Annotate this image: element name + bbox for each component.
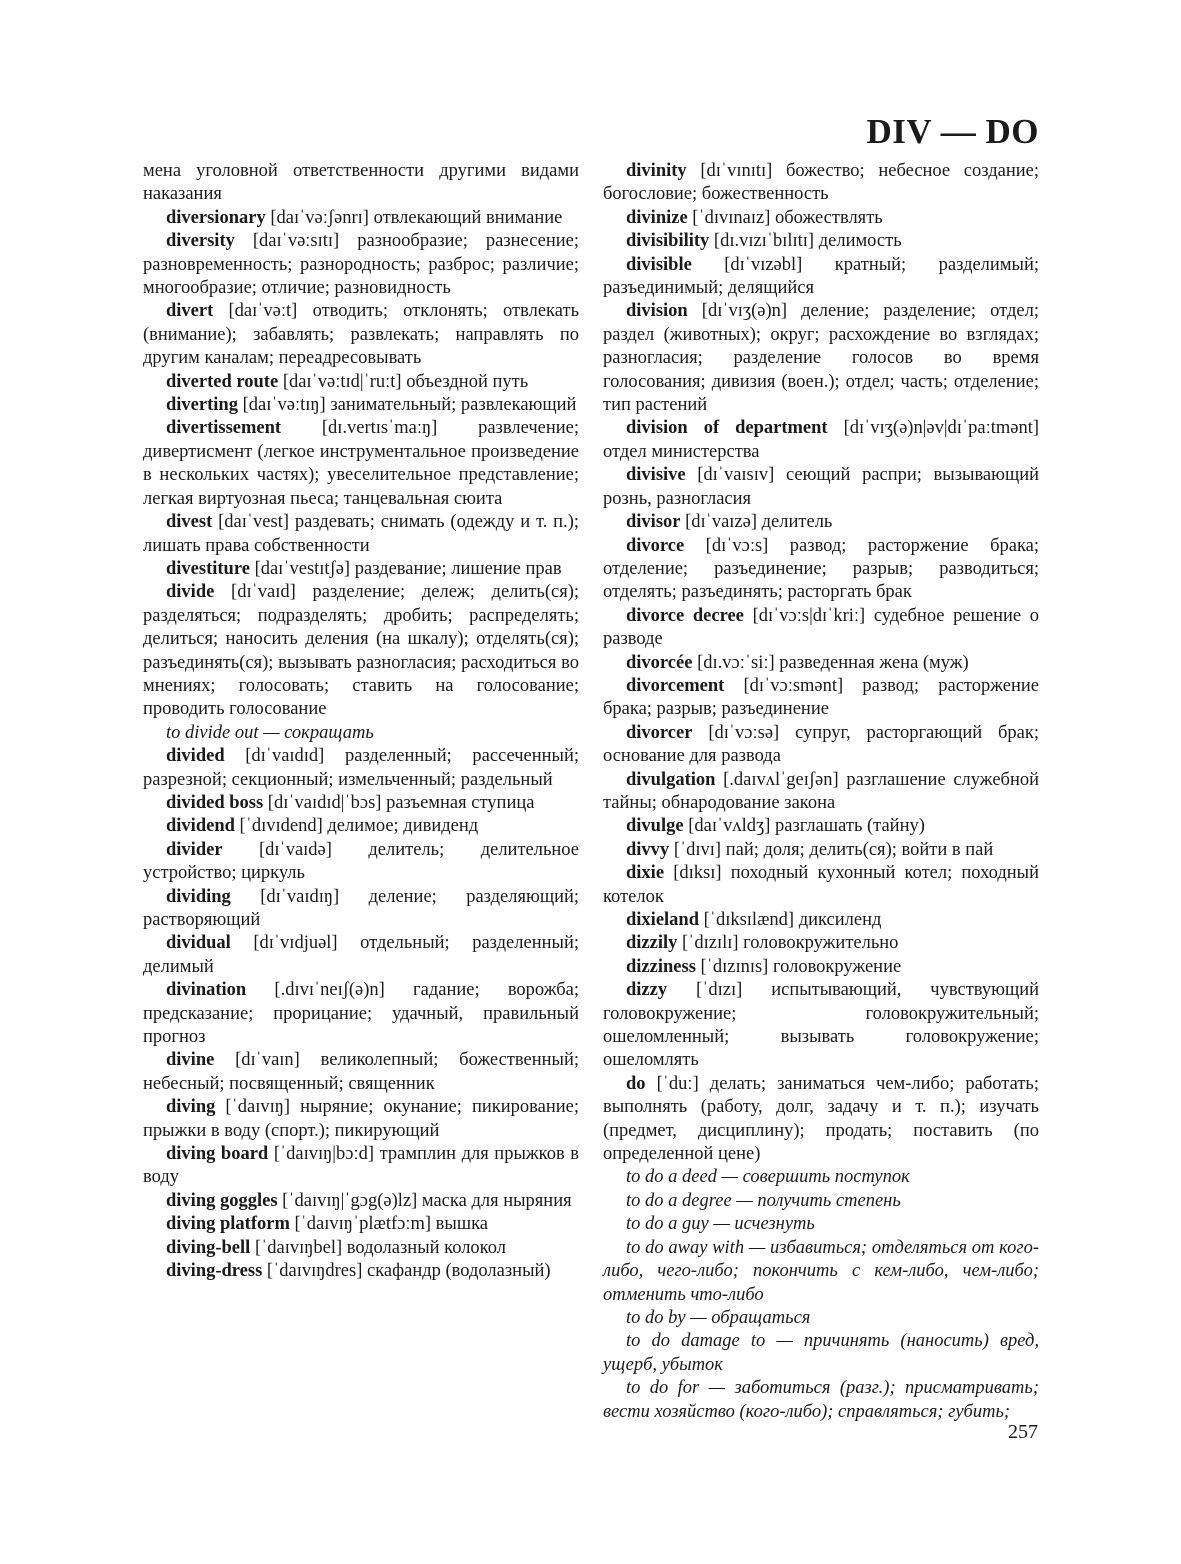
definition: божество; небесное создание; богословие; божественность [603,161,1040,205]
definition: водолазный колокол [346,1237,506,1258]
definition: трамплин для прыжков в воду [143,1144,580,1188]
transcription: [ˈdɪvɪnaɪz] [692,207,771,228]
definition: скафандр (водолазный) [367,1261,551,1282]
dictionary-entry [143,300,579,370]
transcription: [dɪˈvɔːsmənt] [743,675,844,696]
definition: сеющий распри; вызывающий рознь, разногласия [603,465,1040,509]
transcription: [dɪˈvaɪsɪv] [697,465,775,486]
headword: divorcer [626,722,693,743]
dictionary-entry [143,511,579,558]
example-phrase: to do a degree — получить степень [626,1190,901,1211]
dictionary-entry [143,839,579,886]
headword: divulgation [626,769,716,790]
headword: dixie [626,863,665,884]
transcription: [dɪˈvaɪd] [231,582,296,603]
dictionary-entry [603,207,1039,230]
transcription: [dɪ.vertɪsˈmaːŋ] [321,418,438,439]
headword: divest [166,512,213,533]
dictionary-entry [603,605,1039,652]
headword: divisible [626,254,692,275]
definition: разделенный; рассеченный; разрезной; секционный; измельченный; раздельный [143,746,580,790]
transcription: [ˈdaɪvɪŋbel] [254,1237,343,1258]
definition: делитель; делительное устройство; циркуль [143,839,579,884]
headword: dividend [166,816,235,837]
headword: divorcée [626,652,693,673]
page-header: DIV — DO [866,112,1039,151]
definition: вышка [435,1214,489,1235]
dictionary-entry [603,675,1039,722]
transcription: [dɪ.vɔːˈsiː] [697,652,775,673]
headword: diving [166,1097,216,1118]
transcription: [dɪˈvɪʒ(ə)n|əv|dɪˈpaːtmənt] [843,418,1039,439]
headword: diving-bell [166,1237,251,1258]
definition: развлечение; дивертисмент (легкое инструментальное произведение в нескольких частях); увеселительное представление; легкая виртуозная пьеса; танцевальная сюита [143,418,580,509]
transcription: [ˈdɪzɪlɪ] [682,933,739,954]
definition: головокружительно [743,933,899,954]
transcription: [ˈdɪvɪ] [673,839,722,860]
dictionary-entry [603,464,1039,511]
dictionary-entry [603,511,1039,534]
dictionary-entry [603,1330,1039,1377]
dictionary-entry [143,792,579,815]
headword: diving board [166,1144,269,1165]
definition: пай; доля; делить(ся); войти в пай [725,839,994,860]
dictionary-entry [603,1237,1039,1307]
headword: divine [166,1050,215,1071]
headword: diving-dress [166,1261,263,1282]
transcription: [ˈdɪksɪlænd] [703,910,795,930]
transcription: [dɪˈvaɪn] [235,1050,300,1071]
dictionary-entry [603,932,1039,955]
headword: divestiture [166,558,250,579]
dictionary-entry [143,1143,579,1190]
headword: divisive [626,465,686,486]
left-column [143,160,579,1284]
dictionary-entry [603,815,1039,838]
transcription: [daɪˈvəːtɪd|ˈruːt] [282,371,402,392]
example-phrase: to do away with — избавиться; отделяться от кого-либо, чего-либо; покончить с кем-либо, чем-либо; отменить что-либо [603,1237,1039,1305]
transcription: [ˈdaɪvɪŋdres] [266,1261,363,1282]
transcription: [dɪˈvɔːs] [705,535,769,556]
definition: делать; заниматься чем-либо; работать; выполнять (работу, долг, задачу и т. п.); изучать (предмет, дисциплину); продать; поставить (по определенной цене) [603,1073,1040,1165]
dictionary-entry [603,417,1039,464]
dictionary-entry [143,230,579,300]
transcription: [dɪˈvɔːsə] [708,722,780,743]
dictionary-entry [603,535,1039,605]
transcription: [daɪˈvʌldʒ] [688,816,771,837]
dictionary-entry [603,230,1039,253]
transcription: [daɪˈvəːt] [228,301,298,322]
definition: деление; разделение; отдел; раздел (животных); округ; расхождение во взглядах; разногласия; разделение голосов во время голосования; дивизия (воен.); отдел; часть; отделение; тип растений [603,301,1039,416]
transcription: [ˈdɪzɪ] [696,980,743,1001]
dictionary-entry [603,1377,1039,1424]
definition: делимость [818,231,902,252]
transcription: [ˈdaɪvɪŋ] [225,1097,291,1118]
dictionary-entry [143,371,579,394]
dictionary-entry [603,254,1039,301]
dictionary-entry [143,394,579,417]
definition: кратный; разделимый; разъединимый; делящийся [603,254,1039,299]
example-phrase: to do damage to — причинять (наносить) вред, ущерб, убыток [603,1331,1039,1375]
transcription: [.dɪvɪˈneɪʃ(ə)n] [274,980,385,1001]
transcription: [dɪˈvaɪzə] [685,512,758,533]
example-phrase: to divide out — сокращать [166,722,374,743]
transcription: [daɪˈvest] [218,512,290,533]
dictionary-entry [603,956,1039,979]
dictionary-entry [143,1049,579,1096]
headword: divisor [626,512,681,533]
headword: dizzy [626,980,668,1001]
dictionary-entry [603,160,1039,207]
definition: разглашать (тайну) [775,816,925,837]
headword: dizziness [626,956,696,977]
transcription: [ˈdɪzɪnɪs] [700,956,769,977]
definition: разведенная жена (муж) [779,652,969,673]
headword: divider [166,839,223,860]
definition: обожествлять [775,207,883,228]
dictionary-entry [603,1307,1039,1330]
definition: супруг, расторгающий брак; основание для развода [603,722,1040,767]
dictionary-entry [603,652,1039,675]
dictionary-entry [603,1073,1039,1167]
definition: раздевать; снимать (одежду и т. п.); лишать права собственности [143,512,580,556]
headword: divination [166,980,247,1001]
definition: диксиленд [798,910,882,930]
transcription: [dɪksɪ] [673,863,722,884]
dictionary-entry [143,932,579,979]
dictionary-entry [603,1190,1039,1213]
headword: divertissement [166,418,282,439]
headword: dizzily [626,933,678,954]
dictionary-entry [603,1213,1039,1236]
headword: divvy [626,839,670,860]
headword: divert [166,301,214,322]
definition: испытывающий, чувствующий головокружение; головокружительный; ошеломленный; вызывать головокружение; ошеломлять [603,980,1039,1071]
dictionary-entry [603,1166,1039,1189]
transcription: [ˈdɪvɪdend] [239,816,323,837]
dictionary-entry [603,909,1039,932]
example-phrase: to do for — заботиться (разг.); присматривать; вести хозяйство (кого-либо); справляться; губить; [603,1378,1039,1422]
headword: dixieland [626,910,699,930]
definition: делитель [761,512,833,533]
dictionary-entry [603,979,1039,1073]
transcription: [.daɪvʌlˈgeɪʃən] [723,769,839,790]
transcription: [dɪˈvɪʒ(ə)n] [701,301,788,322]
definition: объездной путь [406,371,529,392]
headword: divorce decree [626,605,744,626]
definition: отводить; отклонять; отвлекать (внимание); забавлять; развлекать; направлять по другим каналам; переадресовывать [143,301,580,369]
headword: divisibility [626,231,710,252]
example-phrase: to do a deed — совершить поступок [626,1167,910,1188]
headword: diverting [166,395,238,416]
headword: divided boss [166,792,264,813]
definition: делимое; дивиденд [327,816,479,837]
dictionary-entry [143,979,579,1049]
definition: разделение; дележ; делить(ся); разделяться; подразделять; дробить; распределять; делиться; наносить деления (на шкалу); отделять(ся); разъединять(ся); вызывать разногласия; расходиться во мнениях; голосовать; ставить на голосование; проводить голосование [143,582,580,720]
page-number: 257 [1008,1421,1038,1443]
dictionary-entry [143,1190,579,1213]
transcription: [ˈduː] [656,1073,699,1094]
transcription: [dɪˈvɪdjuəl] [253,933,338,954]
transcription: [ˈdaɪvɪŋ|bɔːd] [273,1144,374,1165]
headword: dividing [166,886,231,907]
transcription: [ˈdaɪvɪŋˈplætfɔːm] [294,1214,432,1235]
definition: отдел министерства [603,441,760,462]
headword: divided [166,746,225,767]
dictionary-entry [143,1213,579,1236]
definition: судебное решение о разводе [603,605,1040,650]
dictionary-entry [603,722,1039,769]
dictionary-entry [603,769,1039,816]
headword: division of department [626,418,828,439]
definition: походный кухонный котел; походный котелок [603,863,1039,907]
headword: divide [166,582,215,603]
headword: dividual [166,933,231,954]
definition: маска для ныряния [421,1190,572,1211]
right-column [603,160,1039,1424]
dictionary-entry [143,1237,579,1260]
transcription: [dɪˈvaɪdɪd|ˈbɔs] [267,792,382,813]
dictionary-entry [143,581,579,721]
transcription: [dɪˈvaɪdə] [258,839,332,860]
definition: занимательный; развлекающий [330,395,577,416]
dictionary-entry [603,300,1039,417]
definition: ныряние; окунание; пикирование; прыжки в воду (спорт.); пикирующий [143,1097,580,1141]
headword: divinity [626,161,687,181]
definition: развод; расторжение брака; отделение; разъединение; разрыв; разводиться; отделять; разъединять; расторгать брак [603,535,1040,603]
transcription: [dɪˈvaɪdɪd] [245,746,325,767]
definition: великолепный; божественный; небесный; посвященный; священник [143,1050,580,1094]
definition: разъемная ступица [386,792,535,813]
definition: отвлекающий внимание [373,207,563,228]
transcription: [ˈdaɪvɪŋ|ˈgɔg(ə)lz] [282,1190,418,1211]
dictionary-entry [143,722,579,745]
definition: мена уголовной ответственности другими видами наказания [143,161,579,205]
dictionary-entry [143,1260,579,1283]
dictionary-entry [143,1096,579,1143]
definition: разглашение служебной тайны; обнародование закона [603,769,1039,813]
definition: гадание; ворожба; предсказание; прорицание; удачный, правильный прогноз [143,980,580,1048]
example-phrase: to do a guy — исчезнуть [626,1214,815,1235]
headword: divulge [626,816,684,837]
dictionary-entry [143,558,579,581]
definition: головокружение [772,956,902,977]
dictionary-entry [143,160,579,207]
definition: развод; расторжение брака; разрыв; разъединение [603,675,1040,720]
headword: diving platform [166,1214,290,1235]
headword: diverted route [166,371,279,392]
transcription: [daɪˈvəːsɪtɪ] [252,231,340,252]
headword: diving goggles [166,1190,278,1211]
transcription: [dɪˈvaɪdɪŋ] [260,886,340,907]
headword: division [626,301,688,322]
example-phrase: to do by — обращаться [626,1307,811,1328]
transcription: [dɪˈvɪzəbl] [724,254,803,275]
dictionary-entry [143,886,579,933]
transcription: [daɪˈvəːʃənrɪ] [270,207,369,228]
headword: diversity [166,231,235,252]
transcription: [dɪˈvɔːs|dɪˈkriː] [752,605,866,626]
transcription: [dɪˈvɪnɪtɪ] [700,161,773,181]
headword: divorce [626,535,685,556]
headword: do [626,1073,646,1094]
headword: divinize [626,207,688,228]
dictionary-entry [603,839,1039,862]
dictionary-entry [603,862,1039,909]
dictionary-entry [143,745,579,792]
dictionary-entry [143,815,579,838]
dictionary-entry [143,417,579,511]
definition: отдельный; разделенный; делимый [143,933,579,977]
definition: деление; разделяющий; растворяющий [143,886,580,930]
definition: разнообразие; разнесение; разновременность; разнородность; разброс; различие; многообразие; отличие; разновидность [143,231,580,299]
transcription: [daɪˈvestɪtʃə] [254,558,351,579]
transcription: [daɪˈvəːtɪŋ] [242,395,326,416]
definition: раздевание; лишение прав [354,558,562,579]
dictionary-entry [143,207,579,230]
headword: divorcement [626,675,725,696]
transcription: [dɪ.vɪzɪˈbɪlɪtɪ] [713,231,815,252]
headword: diversionary [166,207,266,228]
